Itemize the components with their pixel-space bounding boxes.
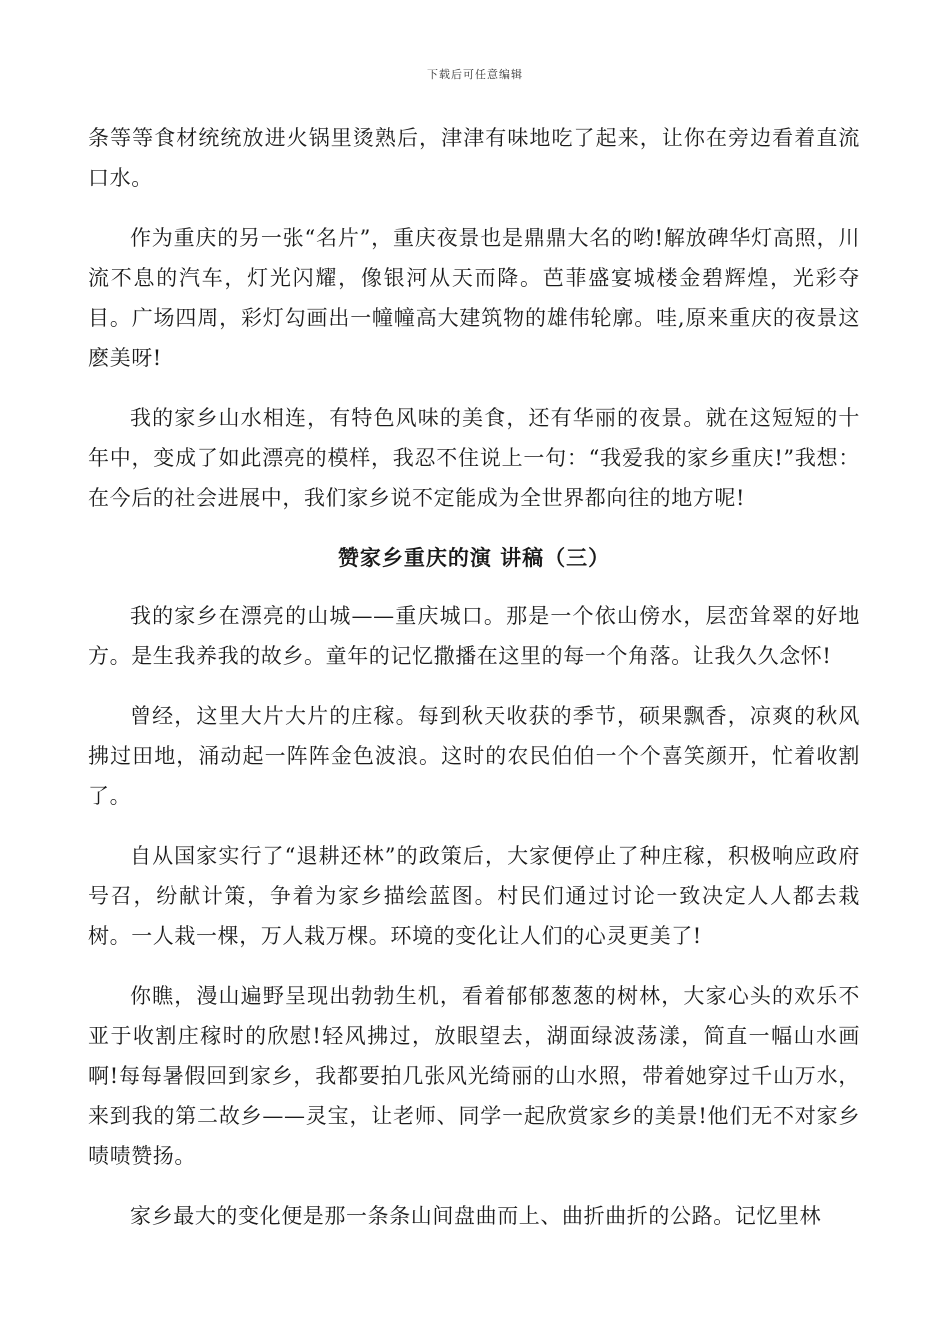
paragraph-crops: 曾经，这里大片大片的庄稼。每到秋天收获的季节，硕果飘香，凉爽的秋风拂过田地，涌动起一阵阵金色波浪。这时的农民伯伯一个个喜笑颜开，忙着收割了。 [88,704,860,808]
document-body [88,118,860,1256]
header-note: 下载后可任意编辑 [427,68,523,81]
paragraph-reforestation: 自从国家实行了“退耕还林”的政策后，大家便停止了种庄稼，积极响应政府号召，纷献计策，争着为家乡描绘蓝图。村民们通过讨论一致决定人人都去栽树。一人栽一棵，万人栽万棵。环境的变化让人们的心灵更美了! [88,844,860,948]
paragraph-continuation: 条等等食材统统放进火锅里烫熟后，津津有味地吃了起来，让你在旁边看着直流口水。 [88,126,860,190]
paragraph-night-view: 作为重庆的另一张“名片”，重庆夜景也是鼎鼎大名的哟!解放碑华灯高照，川流不息的汽车，灯光闪耀，像银河从天而降。芭菲盛宴城楼金碧辉煌，光彩夺目。广场四周，彩灯勾画出一幢幢高大建筑物的雄伟轮廓。哇,原来重庆的夜景这麽美呀! [88,226,860,370]
paragraph-conclusion: 我的家乡山水相连，有特色风味的美食，还有华丽的夜景。就在这短短的十年中，变成了如此漂亮的模样，我忍不住说上一句：“我爱我的家乡重庆!”我想：在今后的社会进展中，我们家乡说不定能成为全世界都向往的地方呢! [88,406,860,510]
paragraph-roads: 家乡最大的变化便是那一条条山间盘曲而上、曲折曲折的公路。记忆里林 [130,1204,822,1228]
paragraph-hometown-intro: 我的家乡在漂亮的山城——重庆城口。那是一个依山傍水，层峦耸翠的好地方。是生我养我的故乡。童年的记忆撒播在这里的每一个角落。让我久久念怀! [88,604,860,668]
paragraph-scenery: 你瞧，漫山遍野呈现出勃勃生机，看着郁郁葱葱的树林，大家心头的欢乐不亚于收割庄稼时的欣慰!轻风拂过，放眼望去，湖面绿波荡漾，简直一幅山水画啊!每每暑假回到家乡，我都要拍几张风光绮丽的山水照，带着她穿过千山万水，来到我的第二故乡——灵宝，让老师、同学一起欣赏家乡的美景!他们无不对家乡啧啧赞扬。 [88,984,860,1168]
section-title: 赞家乡重庆的演 讲稿（三） [337,545,611,570]
